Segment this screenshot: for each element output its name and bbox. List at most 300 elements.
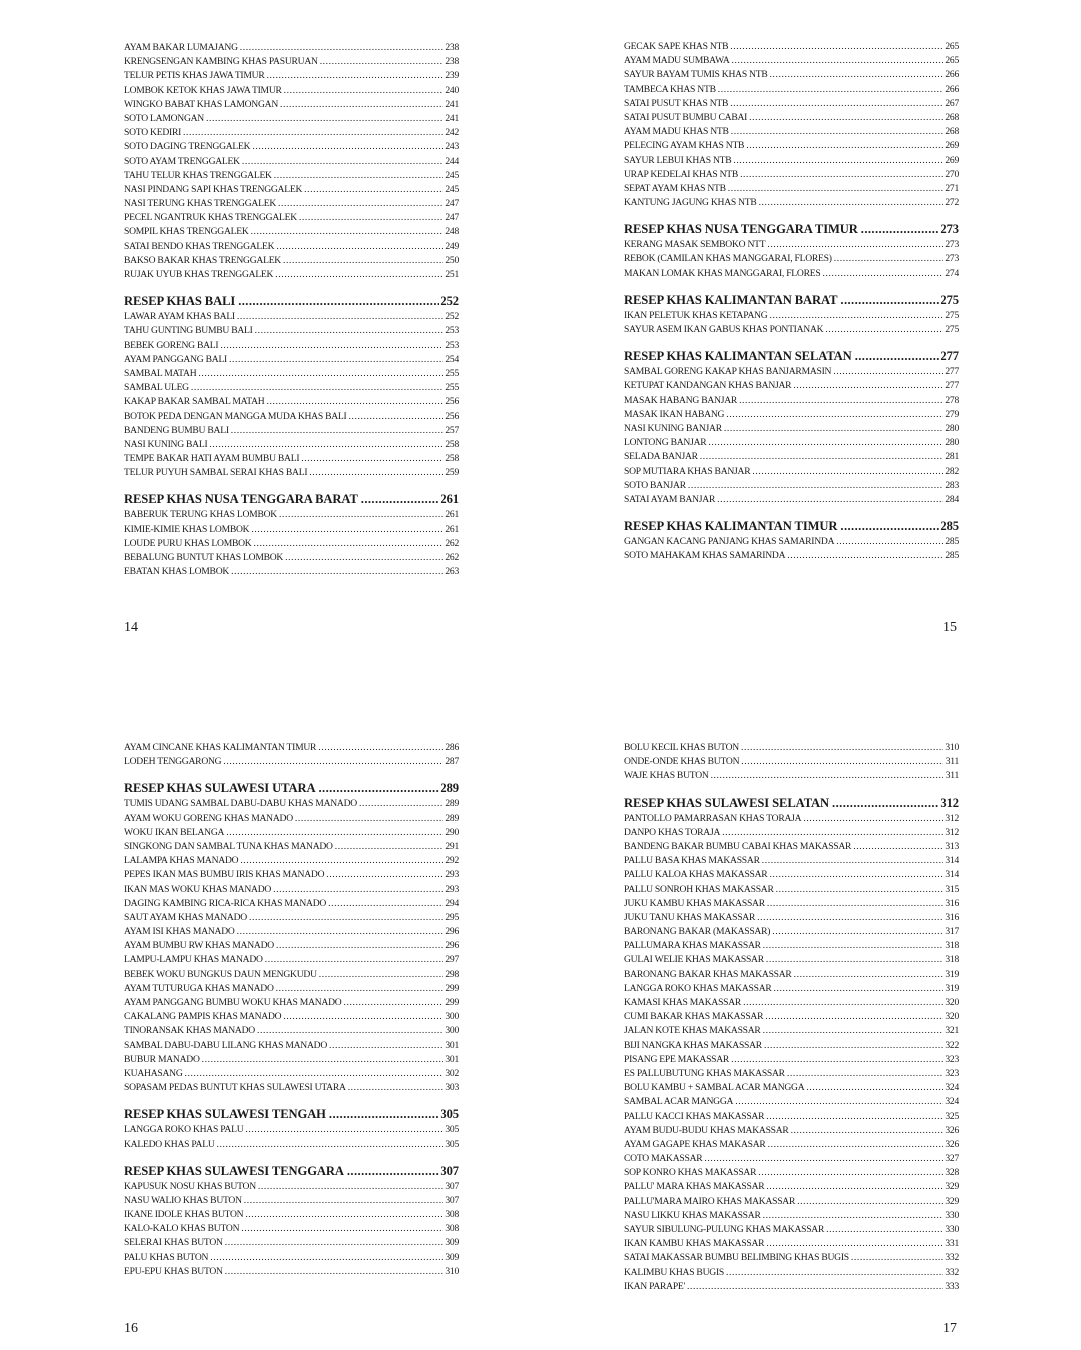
entry-title: KAMASI KHAS MAKASSAR	[624, 997, 742, 1008]
entry-title: SELERAI KHAS BUTON	[124, 1237, 223, 1249]
entry-page-number: 301	[445, 1039, 459, 1051]
toc-entry[interactable]	[624, 83, 959, 97]
toc-entry[interactable]	[124, 410, 459, 424]
toc-entry[interactable]	[624, 1024, 959, 1038]
toc-entry[interactable]	[624, 1010, 959, 1024]
entry-title: DANPO KHAS TORAJA	[624, 826, 721, 838]
entry-page-number: 277	[945, 380, 959, 392]
entry-title: PALLUMARA KHAS MAKASSAR	[624, 940, 761, 952]
entry-page-number: 320	[945, 997, 959, 1008]
dot-leader	[191, 381, 443, 395]
toc-entry[interactable]	[124, 452, 459, 466]
entry-title: SEPAT AYAM KHAS NTB	[624, 182, 726, 194]
toc-entry[interactable]	[124, 268, 459, 282]
section-title: RESEP KHAS SULAWESI SELATAN	[624, 795, 830, 810]
entry-page-number: 287	[445, 756, 459, 768]
toc-entry[interactable]	[624, 925, 959, 939]
toc-entry[interactable]	[124, 69, 459, 83]
toc-entry[interactable]	[624, 1266, 959, 1280]
dot-leader	[318, 781, 439, 796]
toc-entry[interactable]	[624, 1124, 959, 1138]
toc-entry[interactable]	[124, 883, 459, 897]
toc-entry[interactable]	[624, 883, 959, 897]
toc-entry[interactable]	[124, 551, 459, 565]
toc-entry[interactable]	[124, 140, 459, 154]
toc-entry[interactable]	[124, 155, 459, 169]
entry-page-number: 241	[445, 112, 459, 124]
dot-leader	[266, 395, 443, 409]
entry-page-number: 331	[945, 1238, 959, 1250]
entry-page-number: 332	[945, 1252, 959, 1264]
entry-title: LONTONG BANJAR	[624, 437, 707, 449]
entry-title: IKAN KAMBU KHAS MAKASSAR	[624, 1238, 765, 1250]
entry-page-number: 255	[445, 367, 459, 379]
dot-leader	[275, 268, 443, 282]
toc-entry[interactable]	[124, 1024, 459, 1038]
toc-entry[interactable]	[624, 125, 959, 139]
toc-entry[interactable]	[624, 40, 959, 54]
entry-title: REBOK (CAMILAN KHAS MANGGARAI, FLORES)	[624, 253, 832, 265]
dot-leader	[774, 982, 943, 996]
entry-page-number: 297	[445, 954, 459, 966]
dot-leader	[217, 1138, 443, 1152]
section-page-number: 261	[440, 492, 459, 507]
dot-leader	[309, 466, 443, 480]
section-heading[interactable]	[124, 1107, 459, 1122]
dot-leader	[855, 349, 940, 364]
entry-page-number: 263	[445, 566, 459, 578]
toc-entry[interactable]	[624, 379, 959, 393]
dot-leader	[787, 1067, 943, 1081]
toc-entry[interactable]	[124, 982, 459, 996]
section-page-number: 285	[940, 519, 959, 534]
dot-leader	[258, 1180, 443, 1194]
dot-leader	[254, 537, 444, 551]
dot-leader	[240, 41, 443, 55]
dot-leader	[343, 996, 443, 1010]
dot-leader	[851, 1251, 943, 1265]
toc-entry[interactable]	[124, 197, 459, 211]
entry-title: BOLU KECIL KHAS BUTON	[624, 742, 739, 753]
toc-entry[interactable]	[124, 225, 459, 239]
dot-leader	[304, 183, 443, 197]
entry-title: SATAI PUSUT BUMBU CABAI	[624, 111, 748, 123]
toc-entry[interactable]	[124, 826, 459, 840]
toc-entry[interactable]	[624, 479, 959, 493]
entry-page-number: 305	[445, 1138, 459, 1150]
toc-entry[interactable]	[124, 254, 459, 268]
toc-entry[interactable]	[624, 826, 959, 840]
entry-page-number: 300	[445, 1011, 459, 1023]
dot-leader	[793, 379, 943, 393]
toc-entry[interactable]	[624, 953, 959, 967]
toc-entry[interactable]	[624, 549, 959, 563]
toc-entry[interactable]	[124, 911, 459, 925]
toc-entry[interactable]	[624, 854, 959, 868]
entry-page-number: 311	[945, 756, 959, 768]
entry-title: KIMIE-KIMIE KHAS LOMBOK	[124, 523, 250, 535]
entry-title: BABERUK TERUNG KHAS LOMBOK	[124, 509, 277, 521]
section-heading[interactable]	[124, 492, 459, 507]
entry-title: SOTO BANJAR	[624, 479, 686, 491]
dot-leader	[223, 755, 443, 769]
entry-title: NASI KUNING BALI	[124, 438, 208, 450]
toc-entry[interactable]	[624, 68, 959, 82]
entry-page-number: 323	[945, 1053, 959, 1065]
entry-title: NASU LIKKU KHAS MAKASSAR	[624, 1209, 761, 1221]
entry-title: BEBEK WOKU BUNGKUS DAUN MENGKUDU	[124, 968, 317, 980]
toc-entry[interactable]	[624, 252, 959, 266]
entry-page-number: 279	[945, 408, 959, 420]
entry-title: SOP MUTIARA KHAS BANJAR	[624, 465, 751, 477]
entry-page-number: 238	[445, 42, 459, 53]
entry-title: PELECING AYAM KHAS NTB	[624, 140, 745, 152]
entry-title: TINORANSAK KHAS MANADO	[124, 1025, 255, 1037]
entry-title: KAKAP BAKAR SAMBAL MATAH	[124, 396, 265, 408]
toc-entry[interactable]	[624, 968, 959, 982]
toc-entry[interactable]	[124, 1222, 459, 1236]
entry-page-number: 299	[445, 997, 459, 1008]
entry-page-number: 320	[945, 1011, 959, 1023]
section-heading[interactable]	[124, 294, 459, 309]
toc-entry[interactable]	[124, 968, 459, 982]
section-heading[interactable]	[624, 222, 959, 237]
toc-entry[interactable]	[624, 408, 959, 422]
entry-page-number: 309	[445, 1251, 459, 1263]
toc-entry[interactable]	[624, 1237, 959, 1251]
toc-entry[interactable]	[124, 868, 459, 882]
toc-entry[interactable]	[124, 183, 459, 197]
toc-entry[interactable]	[624, 493, 959, 507]
entry-title: SATAI MAKASSAR BUMBU BELIMBING KHAS BUGIS	[624, 1252, 849, 1264]
toc-entry[interactable]	[624, 323, 959, 337]
entry-title: KETUPAT KANDANGAN KHAS BANJAR	[624, 380, 792, 392]
toc-entry[interactable]	[624, 741, 959, 755]
dot-leader	[833, 365, 943, 379]
entry-page-number: 254	[445, 353, 459, 365]
dot-leader	[225, 1265, 443, 1279]
entry-page-number: 330	[945, 1209, 959, 1221]
toc-entry[interactable]	[124, 1053, 459, 1067]
entry-page-number: 282	[945, 465, 959, 477]
toc-entry[interactable]	[624, 238, 959, 252]
entry-title: LOMBOK KETOK KHAS JAWA TIMUR	[124, 84, 282, 96]
toc-entry[interactable]	[124, 1138, 459, 1152]
toc-entry[interactable]	[624, 769, 959, 783]
entry-page-number: 290	[445, 826, 459, 838]
toc-entry[interactable]	[624, 996, 959, 1010]
toc-entry[interactable]	[124, 755, 459, 769]
entry-title: AYAM BUMBU RW KHAS MANADO	[124, 940, 274, 952]
toc-entry[interactable]	[124, 565, 459, 579]
toc-entry[interactable]	[124, 840, 459, 854]
entry-title: AYAM BAKAR LUMAJANG	[124, 42, 238, 53]
toc-entry[interactable]	[124, 741, 459, 755]
section-heading[interactable]	[624, 349, 959, 364]
toc-entry[interactable]	[624, 1209, 959, 1223]
toc-entry[interactable]	[624, 939, 959, 953]
entry-title: LODEH TENGGARONG	[124, 756, 222, 768]
entry-page-number: 296	[445, 926, 459, 938]
entry-title: CAKALANG PAMPIS KHAS MANADO	[124, 1011, 282, 1023]
entry-page-number: 303	[445, 1082, 459, 1094]
toc-entry[interactable]	[124, 84, 459, 98]
dot-leader	[770, 68, 944, 82]
toc-entry[interactable]	[124, 41, 459, 55]
entry-page-number: 269	[945, 140, 959, 152]
toc-entry[interactable]	[624, 450, 959, 464]
entry-title: BIJI NANGKA KHAS MAKASSAR	[624, 1039, 762, 1051]
dot-leader	[348, 410, 443, 424]
entry-page-number: 245	[445, 169, 459, 181]
section-heading[interactable]	[624, 796, 959, 811]
toc-entry[interactable]	[124, 395, 459, 409]
toc-entry[interactable]	[624, 755, 959, 769]
dot-leader	[717, 493, 943, 507]
toc-entry[interactable]	[624, 1138, 959, 1152]
toc-entry[interactable]	[124, 381, 459, 395]
dot-leader	[787, 549, 943, 563]
entry-page-number: 270	[945, 168, 959, 180]
section-page-number: 307	[440, 1163, 459, 1178]
toc-entry[interactable]	[624, 436, 959, 450]
section-title: RESEP KHAS NUSA TENGGARA TIMUR	[624, 222, 858, 237]
entry-page-number: 314	[945, 855, 959, 867]
entry-title: SAMBAL ACAR MANGGA	[624, 1096, 734, 1108]
toc-entry[interactable]	[124, 925, 459, 939]
toc-entry[interactable]	[624, 1280, 959, 1294]
toc-entry[interactable]	[124, 353, 459, 367]
entry-page-number: 284	[945, 493, 959, 505]
toc-entry[interactable]	[124, 523, 459, 537]
dot-leader	[763, 939, 943, 953]
dot-leader	[763, 1209, 943, 1223]
entry-title: TEMPE BAKAR HATI AYAM BUMBU BALI	[124, 453, 300, 465]
toc-entry[interactable]	[124, 1010, 459, 1024]
entry-page-number: 250	[445, 254, 459, 266]
entry-page-number: 277	[945, 366, 959, 378]
dot-leader	[759, 196, 943, 210]
dot-leader	[791, 1124, 943, 1138]
entry-page-number: 316	[945, 897, 959, 909]
toc-entry[interactable]	[624, 911, 959, 925]
toc-entry[interactable]	[624, 111, 959, 125]
section-heading[interactable]	[124, 781, 459, 796]
entry-page-number: 317	[945, 926, 959, 938]
toc-entry[interactable]	[124, 812, 459, 826]
toc-entry[interactable]	[624, 1095, 959, 1109]
dot-leader	[220, 339, 443, 353]
toc-entry[interactable]	[124, 939, 459, 953]
entry-title: JALAN KOTE KHAS MAKASSAR	[624, 1025, 761, 1037]
entry-title: NASU WALIO KHAS BUTON	[124, 1194, 242, 1206]
toc-entry[interactable]	[624, 897, 959, 911]
toc-entry[interactable]	[124, 424, 459, 438]
toc-entry[interactable]	[624, 868, 959, 882]
toc-entry[interactable]	[624, 1195, 959, 1209]
toc-entry[interactable]	[124, 1194, 459, 1208]
entry-page-number: 315	[945, 883, 959, 895]
entry-title: BOLU KAMBU + SAMBAL ACAR MANGGA	[624, 1082, 805, 1094]
entry-title: LANGGA ROKO KHAS PALU	[124, 1124, 244, 1136]
entry-title: IKAN PELETUK KHAS KETAPANG	[624, 309, 768, 321]
entry-page-number: 253	[445, 339, 459, 351]
entry-title: AYAM MADU KHAS NTB	[624, 126, 729, 138]
toc-entry[interactable]	[124, 1180, 459, 1194]
entry-title: SOTO KEDIRI	[124, 127, 182, 139]
toc-entry[interactable]	[624, 1180, 959, 1194]
entry-title: COTO MAKASSAR	[624, 1153, 703, 1165]
toc-entry[interactable]	[624, 97, 959, 111]
dot-leader	[732, 54, 943, 68]
section-title: RESEP KHAS SULAWESI TENGAH	[124, 1107, 326, 1122]
toc-entry[interactable]	[624, 1053, 959, 1067]
dot-leader	[274, 169, 443, 183]
toc-entry[interactable]	[124, 897, 459, 911]
entry-page-number: 239	[445, 70, 459, 82]
toc-entry[interactable]	[124, 126, 459, 140]
toc-entry[interactable]	[624, 1081, 959, 1095]
toc-entry[interactable]	[124, 1208, 459, 1222]
toc-entry[interactable]	[124, 169, 459, 183]
entry-title: PISANG EPE MAKASSAR	[624, 1053, 730, 1065]
dot-leader	[797, 1195, 943, 1209]
page-number: 15	[943, 620, 957, 635]
dot-leader	[772, 925, 943, 939]
entry-page-number: 295	[445, 911, 459, 923]
toc-entry[interactable]	[124, 1123, 459, 1137]
dot-leader	[318, 741, 443, 755]
dot-leader	[347, 1164, 440, 1179]
entry-title: SINGKONG DAN SAMBAL TUNA KHAS MANADO	[124, 840, 333, 852]
toc-entry[interactable]	[624, 1166, 959, 1180]
entry-page-number: 308	[445, 1209, 459, 1221]
toc-entry[interactable]	[124, 324, 459, 338]
entry-page-number: 258	[445, 438, 459, 450]
entry-title: EPU-EPU KHAS BUTON	[124, 1265, 223, 1277]
toc-entry[interactable]	[624, 1039, 959, 1053]
toc-entry[interactable]	[124, 55, 459, 69]
toc-entry[interactable]	[124, 1251, 459, 1265]
entry-title: IKAN MAS WOKU KHAS MANADO	[124, 883, 272, 895]
toc-entry[interactable]	[624, 422, 959, 436]
toc-entry[interactable]	[624, 1110, 959, 1124]
toc-entry[interactable]	[624, 1067, 959, 1081]
dot-leader	[840, 293, 939, 308]
toc-entry[interactable]	[124, 367, 459, 381]
dot-leader	[202, 1053, 443, 1067]
toc-entry[interactable]	[624, 982, 959, 996]
entry-title: AYAM MADU SUMBAWA	[624, 55, 730, 67]
entry-title: TELUR PETIS KHAS JAWA TIMUR	[124, 70, 265, 82]
entry-title: TAMBECA KHAS NTB	[624, 83, 716, 95]
toc-entry[interactable]	[624, 840, 959, 854]
dot-leader	[700, 450, 943, 464]
toc-entry[interactable]	[624, 168, 959, 182]
section-page-number: 273	[940, 222, 959, 237]
entry-page-number: 293	[445, 883, 459, 895]
toc-entry[interactable]	[124, 1039, 459, 1053]
toc-entry[interactable]	[624, 154, 959, 168]
entry-title: MASAK IKAN HABANG	[624, 408, 725, 420]
toc-entry[interactable]	[124, 112, 459, 126]
dot-leader	[726, 1266, 943, 1280]
toc-entry[interactable]	[624, 54, 959, 68]
toc-entry[interactable]	[624, 812, 959, 826]
toc-entry[interactable]	[624, 309, 959, 323]
toc-entry[interactable]	[124, 466, 459, 480]
toc-entry[interactable]	[124, 1081, 459, 1095]
entry-page-number: 291	[445, 840, 459, 852]
toc-entry[interactable]	[124, 438, 459, 452]
toc-entry[interactable]	[624, 267, 959, 281]
toc-entry[interactable]	[624, 1223, 959, 1237]
entry-title: BANDENG BUMBU BALI	[124, 424, 229, 436]
toc-entry[interactable]	[124, 854, 459, 868]
toc-entry[interactable]	[624, 1251, 959, 1265]
toc-entry[interactable]	[124, 1067, 459, 1081]
toc-entry[interactable]	[124, 98, 459, 112]
entry-title: SAMBAL MATAH	[124, 367, 197, 379]
entry-title: AYAM BUDU-BUDU KHAS MAKASSAR	[624, 1124, 789, 1136]
toc-entry[interactable]	[624, 182, 959, 196]
toc-entry[interactable]	[124, 508, 459, 522]
entry-title: KAPUSUK NOSU KHAS BUTON	[124, 1180, 256, 1192]
entry-page-number: 300	[445, 1025, 459, 1037]
toc-entry[interactable]	[624, 465, 959, 479]
toc-entry[interactable]	[124, 240, 459, 254]
entry-page-number: 301	[445, 1053, 459, 1065]
toc-entry[interactable]	[124, 339, 459, 353]
section-heading[interactable]	[124, 1164, 459, 1179]
dot-leader	[739, 394, 943, 408]
toc-entry[interactable]	[124, 1236, 459, 1250]
entry-page-number: 247	[445, 212, 459, 224]
entry-title: PANTOLLO PAMARRASAN KHAS TORAJA	[624, 812, 802, 824]
entry-page-number: 318	[945, 954, 959, 966]
toc-entry[interactable]	[624, 139, 959, 153]
toc-entry[interactable]	[124, 797, 459, 811]
entry-title: PECEL NGANTRUK KHAS TRENGGALEK	[124, 212, 297, 224]
entry-page-number: 322	[945, 1039, 959, 1051]
dot-leader	[299, 211, 443, 225]
toc-entry[interactable]	[624, 365, 959, 379]
entry-page-number: 265	[945, 41, 959, 52]
dot-leader	[688, 479, 943, 493]
dot-leader	[730, 97, 943, 111]
dot-leader	[210, 1251, 443, 1265]
dot-leader	[853, 840, 943, 854]
toc-entry[interactable]	[124, 953, 459, 967]
toc-entry[interactable]	[124, 310, 459, 324]
entry-title: BUBUR MANADO	[124, 1053, 200, 1065]
toc-entry[interactable]	[624, 196, 959, 210]
toc-entry[interactable]	[624, 394, 959, 408]
toc-entry[interactable]	[124, 211, 459, 225]
dot-leader	[735, 1095, 943, 1109]
toc-entry[interactable]	[124, 996, 459, 1010]
toc-entry[interactable]	[624, 1152, 959, 1166]
section-heading[interactable]	[624, 293, 959, 308]
entry-page-number: 266	[945, 69, 959, 81]
dot-leader	[329, 1107, 440, 1122]
entry-title: SOP KONRO KHAS MAKASSAR	[624, 1167, 757, 1179]
section-heading[interactable]	[624, 519, 959, 534]
entry-title: SAYUR SIBULUNG-PULUNG KHAS MAKASSAR	[624, 1224, 825, 1235]
toc-entry[interactable]	[624, 535, 959, 549]
toc-entry[interactable]	[124, 537, 459, 551]
toc-entry[interactable]	[124, 1265, 459, 1279]
